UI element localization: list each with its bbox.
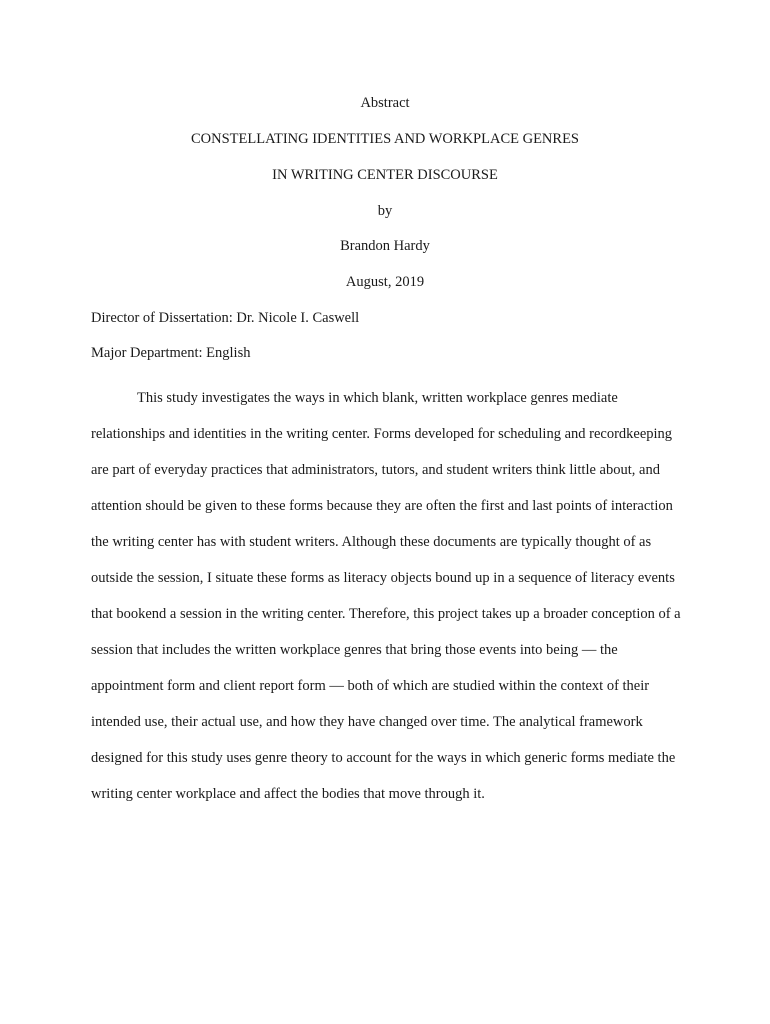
- title-line-1: CONSTELLATING IDENTITIES AND WORKPLACE GENRES: [191, 131, 579, 147]
- date-line: August, 2019: [345, 274, 425, 290]
- director-line: Director of Dissertation: Dr. Nicole I. Caswell: [91, 310, 360, 326]
- title-line-2: IN WRITING CENTER DISCOURSE: [272, 167, 498, 183]
- by-line: by: [377, 203, 393, 219]
- abstract-body: This study investigates the ways in which blank, written workplace genres mediate relationships and identities in the writing center. Forms developed for scheduling and recordkeeping are part of everyday practices that administrators, tutors, and student writers think little about, and attention should be given to these forms because they are often the first and last points of interaction the writing center has with student writers. Although these documents are typically thought of as outside the session, I situate these forms as literacy objects bound up in a sequence of literacy events that bookend a session in the writing center. Therefore, this project takes up a broader conception of a session that includes the written workplace genres that bring those events into being — the appointment form and client report form — both of which are studied within the context of their intended use, their actual use, and how they have changed over time. The analytical framework designed for this study uses genre theory to account for the ways in which generic forms mediate the writing center workplace and affect the bodies that move through it.: [91, 390, 681, 802]
- author-name: Brandon Hardy: [340, 238, 430, 254]
- abstract-heading: Abstract: [360, 95, 410, 111]
- department-line: Major Department: English: [91, 345, 251, 361]
